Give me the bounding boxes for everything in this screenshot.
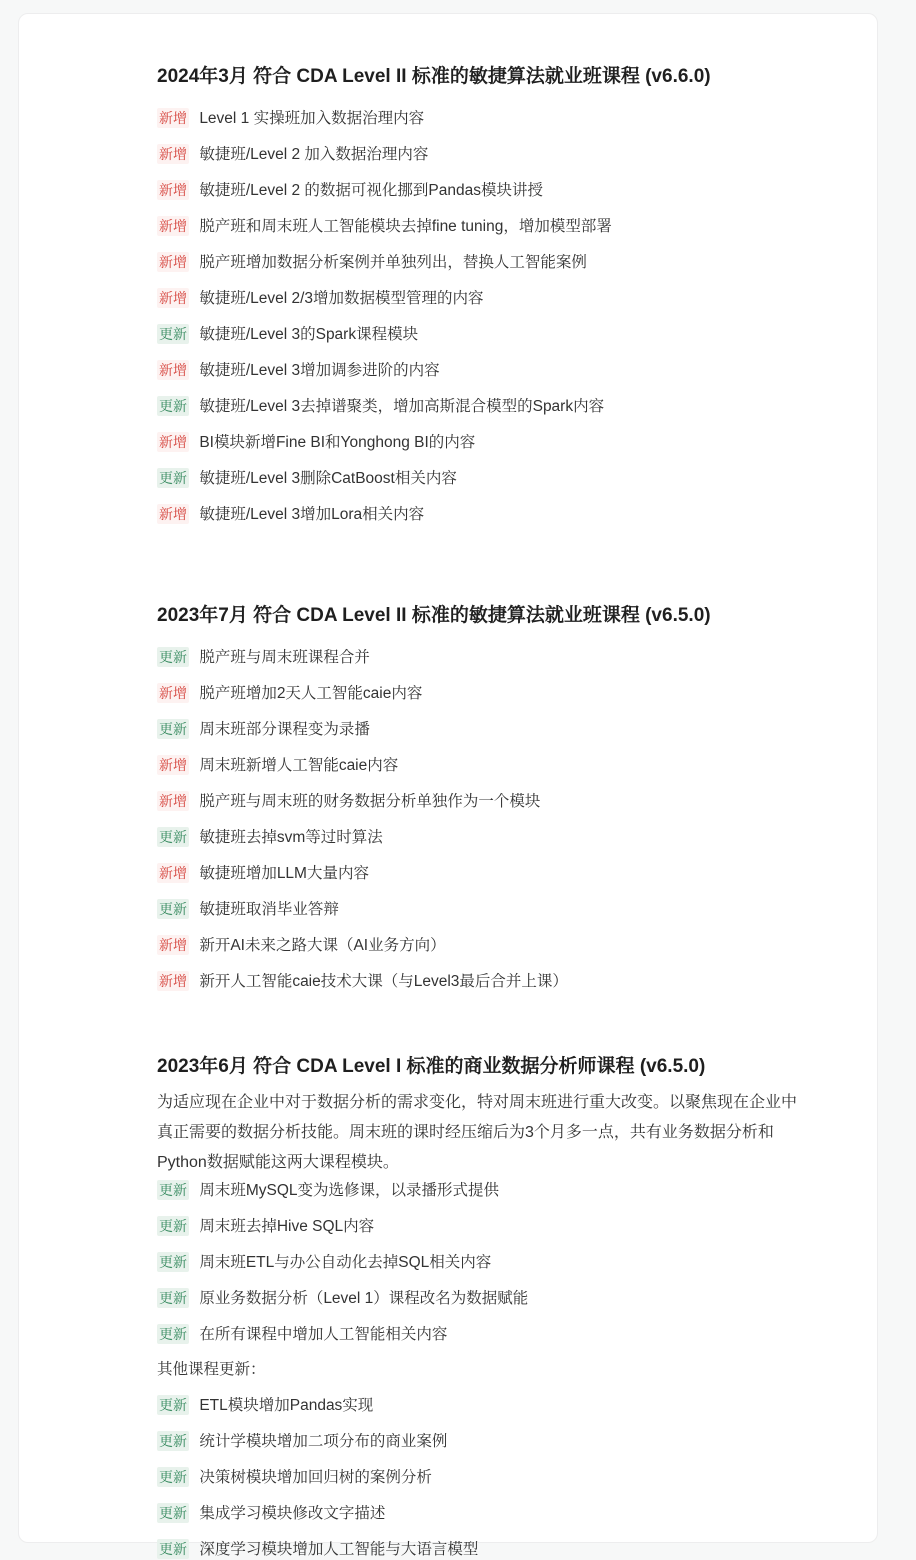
changelog-item (157, 324, 817, 345)
new-badge: 新增 (159, 937, 187, 953)
section-2023-07 (157, 603, 817, 992)
changelog-item (157, 971, 817, 992)
item-text: 敏捷班增加LLM大量内容 (199, 865, 369, 882)
changelog-item (157, 647, 817, 668)
changelog-item (157, 1503, 817, 1524)
update-badge: 更新 (159, 326, 187, 342)
item-text: 敏捷班/Level 2/3增加数据模型管理的内容 (199, 290, 484, 307)
new-badge: 新增 (159, 182, 187, 198)
item-text: 新开AI未来之路大课（AI业务方向） (199, 937, 446, 954)
changelog-item (157, 504, 817, 525)
update-badge: 更新 (159, 470, 187, 486)
changelog-item (157, 252, 817, 273)
changelog-item (157, 468, 817, 489)
changelog-item (157, 719, 817, 740)
changelog-item (157, 1252, 817, 1273)
update-badge: 更新 (159, 1469, 187, 1485)
changelog-item (157, 755, 817, 776)
new-badge: 新增 (159, 146, 187, 162)
update-badge: 更新 (159, 901, 187, 917)
changelog-item (157, 1180, 817, 1201)
item-text: 新开人工智能caie技术大课（与Level3最后合并上课） (199, 973, 568, 990)
changelog-content (19, 14, 837, 1560)
item-text: 原业务数据分析（Level 1）课程改名为数据赋能 (199, 1290, 529, 1307)
item-text: 敏捷班/Level 2 加入数据治理内容 (199, 146, 429, 163)
update-badge: 更新 (159, 1290, 187, 1306)
item-text: 脱产班增加2天人工智能caie内容 (199, 685, 423, 702)
update-badge: 更新 (159, 721, 187, 737)
item-text: 集成学习模块修改文字描述 (199, 1505, 386, 1522)
section-2024-03 (157, 64, 817, 525)
new-badge: 新增 (159, 865, 187, 881)
update-badge: 更新 (159, 1254, 187, 1270)
item-text: 敏捷班/Level 3删除CatBoost相关内容 (199, 470, 457, 487)
section-intro: 为适应现在企业中对于数据分析的需求变化，特对周末班进行重大改变。以聚焦现在企业中真正需要的数据分析技能。周末班的课时经压缩后为3个月多一点，共有业务数据分析和Python数据赋能这两大课程模块。 (157, 1094, 798, 1171)
update-badge: 更新 (159, 829, 187, 845)
changelog-item (157, 899, 817, 920)
new-badge: 新增 (159, 973, 187, 989)
item-text: 脱产班与周末班课程合并 (199, 649, 370, 666)
changelog-item (157, 1216, 817, 1237)
item-text: 周末班ETL与办公自动化去掉SQL相关内容 (199, 1254, 492, 1271)
section-title: 2023年6月 符合 CDA Level I 标准的商业数据分析师课程 (v6.5.0) (157, 1056, 706, 1077)
item-text: 周末班新增人工智能caie内容 (199, 757, 399, 774)
item-text: ETL模块增加Pandas实现 (199, 1397, 374, 1414)
changelog-item (157, 935, 817, 956)
changelog-item (157, 1467, 817, 1488)
item-text: BI模块新增Fine BI和Yonghong BI的内容 (199, 434, 476, 451)
changelog-item (157, 396, 817, 417)
changelog-item (157, 827, 817, 848)
new-badge: 新增 (159, 254, 187, 270)
item-text: 在所有课程中增加人工智能相关内容 (199, 1326, 448, 1343)
item-text: 统计学模块增加二项分布的商业案例 (199, 1433, 448, 1450)
note-row (157, 1360, 817, 1380)
changelog-item (157, 108, 817, 129)
item-text: 敏捷班/Level 3增加调参进阶的内容 (199, 362, 440, 379)
new-badge: 新增 (159, 757, 187, 773)
changelog-item (157, 360, 817, 381)
item-text: 敏捷班/Level 3的Spark课程模块 (199, 326, 419, 343)
item-text: 敏捷班去掉svm等过时算法 (199, 829, 383, 846)
changelog-item (157, 1324, 817, 1345)
item-text: 周末班MySQL变为选修课，以录播形式提供 (199, 1182, 499, 1199)
item-text: 深度学习模块增加人工智能与大语言模型 (199, 1541, 479, 1558)
section-title: 2023年7月 符合 CDA Level II 标准的敏捷算法就业班课程 (v6.5.0) (157, 605, 711, 626)
item-text: 敏捷班取消毕业答辩 (199, 901, 339, 918)
new-badge: 新增 (159, 506, 187, 522)
update-badge: 更新 (159, 398, 187, 414)
update-badge: 更新 (159, 1541, 187, 1557)
changelog-item (157, 683, 817, 704)
update-badge: 更新 (159, 1433, 187, 1449)
changelog-item (157, 1288, 817, 1309)
update-badge: 更新 (159, 1326, 187, 1342)
update-badge: 更新 (159, 1182, 187, 1198)
item-text: 决策树模块增加回归树的案例分析 (199, 1469, 432, 1486)
update-badge: 更新 (159, 1397, 187, 1413)
item-text: 敏捷班/Level 3增加Lora相关内容 (199, 506, 425, 523)
item-text: 脱产班增加数据分析案例并单独列出，替换人工智能案例 (199, 254, 587, 271)
item-text: 敏捷班/Level 2 的数据可视化挪到Pandas模块讲授 (199, 182, 543, 199)
item-text: 周末班部分课程变为录播 (199, 721, 370, 738)
update-badge: 更新 (159, 1505, 187, 1521)
update-badge: 更新 (159, 1218, 187, 1234)
item-text: 敏捷班/Level 3去掉谱聚类，增加高斯混合模型的Spark内容 (199, 398, 605, 415)
changelog-item (157, 432, 817, 453)
item-text: Level 1 实操班加入数据治理内容 (199, 110, 425, 127)
changelog-card (18, 13, 878, 1558)
changelog-item (157, 1431, 817, 1452)
item-text: 脱产班和周末班人工智能模块去掉fine tuning，增加模型部署 (199, 218, 612, 235)
changelog-item (157, 216, 817, 237)
section-2023-06 (157, 1054, 817, 1560)
changelog-item (157, 863, 817, 884)
new-badge: 新增 (159, 685, 187, 701)
item-text: 脱产班与周末班的财务数据分析单独作为一个模块 (199, 793, 541, 810)
changelog-item (157, 144, 817, 165)
new-badge: 新增 (159, 110, 187, 126)
new-badge: 新增 (159, 362, 187, 378)
new-badge: 新增 (159, 218, 187, 234)
new-badge: 新增 (159, 290, 187, 306)
changelog-item (157, 288, 817, 309)
changelog-item (157, 791, 817, 812)
update-badge: 更新 (159, 649, 187, 665)
changelog-item (157, 180, 817, 201)
item-text: 周末班去掉Hive SQL内容 (199, 1218, 375, 1235)
changelog-item (157, 1395, 817, 1416)
new-badge: 新增 (159, 793, 187, 809)
new-badge: 新增 (159, 434, 187, 450)
note-text: 其他课程更新： (157, 1361, 266, 1378)
changelog-item (157, 1539, 817, 1560)
section-title: 2024年3月 符合 CDA Level II 标准的敏捷算法就业班课程 (v6.6.0) (157, 66, 711, 87)
